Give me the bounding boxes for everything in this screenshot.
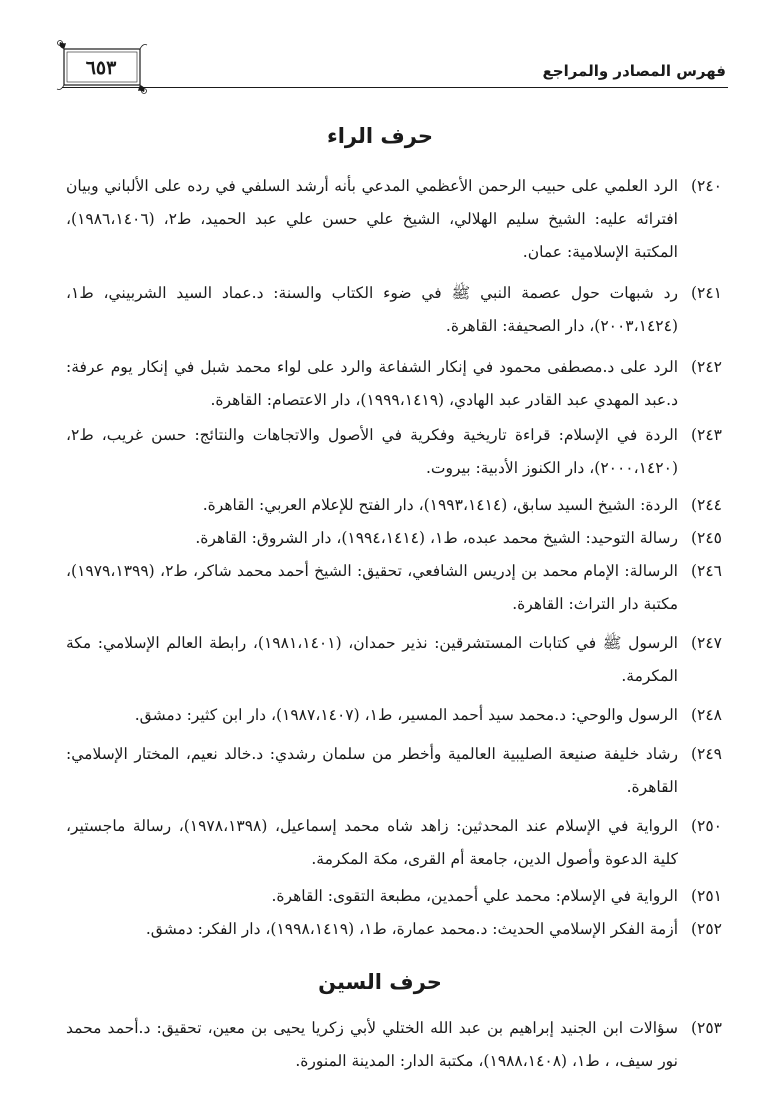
entry-text: الرسول والوحي: د.محمد سيد أحمد المسير، ط١، (١٩٨٧،١٤٠٧)، دار ابن كثير: دمشق. [134,706,678,724]
entry-text: رسالة التوحيد: الشيخ محمد عبده، ط١، (١٩٩٤،١٤١٤)، دار الشروق: القاهرة. [195,529,678,547]
entries-list-ra [66,170,722,946]
entry-number: ٢٤٨) [690,706,722,724]
entry-text: الرسالة: الإمام محمد بن إدريس الشافعي، تحقيق: الشيخ أحمد محمد شاكر، ط٢، (١٩٧٩،١٣٩٩)، مكتبة دار التراث: القاهرة. [66,562,678,613]
entry-text: رشاد خليفة صنيعة الصليبية العالمية وأخطر من سلمان رشدي: د.خالد نعيم، المختار الإسلامي: القاهرة. [66,745,678,796]
list-item [66,810,722,876]
entry-number: ٢٤٢) [690,358,722,376]
entry-text: رد شبهات حول عصمة النبي ﷺ في ضوء الكتاب والسنة: د.عماد السيد الشربيني، ط١، (٢٠٠٣،١٤٢٤)، دار الصحيفة: القاهرة. [66,284,678,335]
entry-text: الرواية في الإسلام عند المحدثين: زاهد شاه محمد إسماعيل، (١٩٧٨،١٣٩٨)، رسالة ماجستير، كلية الدعوة وأصول الدين، جامعة أم القرى، مكة المكرمة. [66,817,678,868]
entry-number: ٢٤٣) [690,426,722,444]
entry-number: ٢٥٠) [690,817,722,835]
list-item [66,555,722,621]
list-item [66,627,722,693]
list-item [66,522,722,555]
entry-number: ٢٥٣) [690,1019,722,1037]
page-number-frame [62,47,140,87]
section-heading-ra: حرف الراء [327,124,433,148]
running-title: فهرس المصادر والمراجع [542,62,726,80]
entry-number: ٢٤٤) [690,496,722,514]
entries-list-seen [66,1012,722,1078]
entry-number: ٢٤٥) [690,529,722,547]
entry-text: أزمة الفكر الإسلامي الحديث: د.محمد عمارة، ط١، (١٩٩٨،١٤١٩)، دار الفكر: دمشق. [145,920,678,938]
list-item [66,699,722,732]
entry-text: الرد العلمي على حبيب الرحمن الأعظمي المدعي بأنه أرشد السلفي في رده على الألباني وبيان افترائه عليه: الشيخ سليم الهلالي، الشيخ علي حسن علي عبد الحميد، ط٢، (١٩٨٦،١٤٠٦)، المكتبة الإسلامية: عمان. [66,177,678,261]
list-item [66,880,722,913]
header-rule [132,87,728,88]
entry-number: ٢٤٧) [690,634,722,652]
list-item [66,738,722,804]
entry-text: الردة: الشيخ السيد سابق، (١٩٩٣،١٤١٤)، دار الفتح للإعلام العربي: القاهرة. [202,496,678,514]
entry-number: ٢٤١) [690,284,722,302]
list-item [66,351,722,417]
entry-text: الرواية في الإسلام: محمد علي أحمدين، مطبعة التقوى: القاهرة. [271,887,678,905]
entry-number: ٢٥٢) [690,920,722,938]
entry-number: ٢٥١) [690,887,722,905]
entry-text: الرسول ﷺ في كتابات المستشرقين: نذير حمدان، (١٩٨١،١٤٠١)، رابطة العالم الإسلامي: مكة المكرمة. [66,634,678,685]
page-number: ٦٥٣ [85,57,117,79]
list-item [66,913,722,946]
section-heading-seen: حرف السين [318,970,442,994]
list-item [66,489,722,522]
list-item [66,1012,722,1078]
list-item [66,419,722,485]
list-item [66,170,722,269]
entry-text: الرد على د.مصطفى محمود في إنكار الشفاعة والرد على لواء محمد شبل في إنكار يوم عرفة: د.عبد المهدي عبد القادر عبد الهادي، (١٩٩٩،١٤١٩)، دار الاعتصام: القاهرة. [66,358,678,409]
entry-text: سؤالات ابن الجنيد إبراهيم بن عبد الله الختلي لأبي زكريا يحيى بن معين، تحقيق: د.أحمد محمد نور سيف، ، ط١، (١٩٨٨،١٤٠٨)، مكتبة الدار: المدينة المنورة. [66,1019,678,1070]
list-item [66,277,722,343]
entry-number: ٢٤٩) [690,745,722,763]
entry-number: ٢٤٠) [690,177,722,195]
entry-text: الردة في الإسلام: قراءة تاريخية وفكرية في الأصول والاتجاهات والنتائج: حسن غريب، ط٢، (٢٠٠٠،١٤٢٠)، دار الكنوز الأدبية: بيروت. [66,426,678,477]
entry-number: ٢٤٦) [690,562,722,580]
